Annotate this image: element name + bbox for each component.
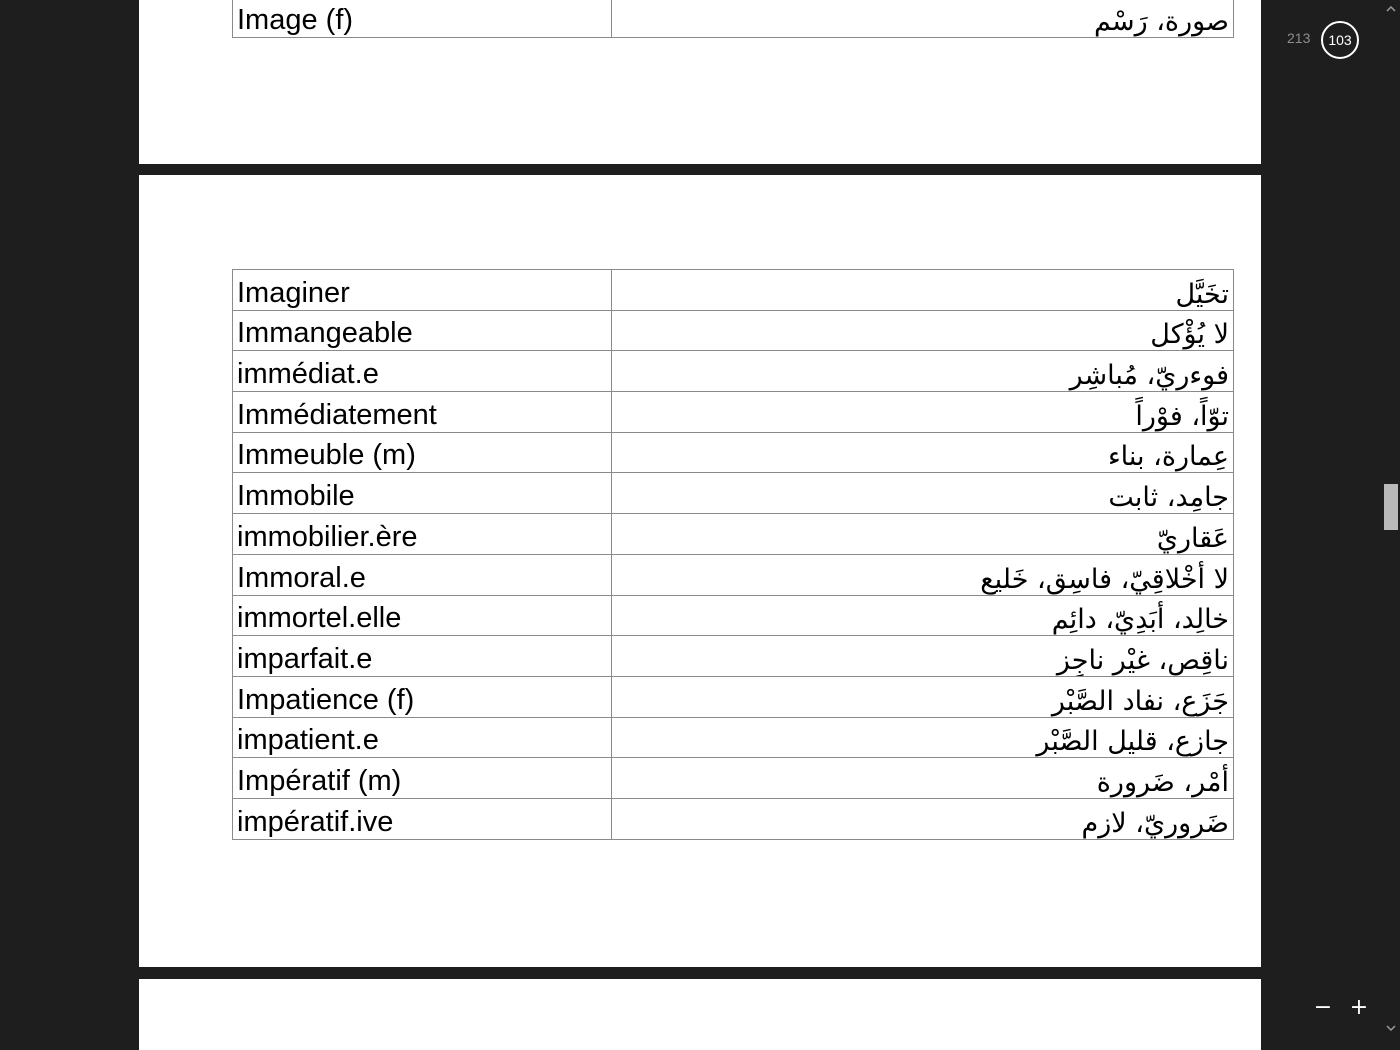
dictionary-table-previous [232,0,1234,38]
dictionary-table [232,269,1234,840]
french-term: Immoral.e [233,554,612,595]
french-term: Imaginer [233,270,612,311]
arabic-translation: عَقاريّ [612,514,1234,555]
arabic-translation: خالِد، أبَدِيّ، دائِم [612,595,1234,636]
arabic-translation: ضَروريّ، لازم [612,798,1234,839]
arabic-translation: صورة، رَسْم [612,0,1234,37]
french-term: impatient.e [233,717,612,758]
table-row [233,676,1234,717]
arabic-translation: لا يُؤْكل [612,310,1234,351]
table-row [233,392,1234,433]
table-row [233,473,1234,514]
document-page-next [139,979,1261,1050]
scrollbar-thumb[interactable] [1384,484,1398,530]
current-page-indicator[interactable]: 103 [1321,21,1359,59]
arabic-translation: توّاً، فوْراً [612,392,1234,433]
arabic-translation: جَزَع، نفاد الصَّبْر [612,676,1234,717]
document-page-previous [139,0,1261,164]
arabic-translation: ناقِص، غيْر ناجِز [612,636,1234,677]
zoom-out-button[interactable]: − [1313,995,1333,1020]
french-term: Immangeable [233,310,612,351]
french-term: imparfait.e [233,636,612,677]
french-term: Immobile [233,473,612,514]
arabic-translation: أمْر، ضَرورة [612,758,1234,799]
french-term: Immédiatement [233,392,612,433]
table-row [233,636,1234,677]
vertical-scrollbar[interactable] [1382,0,1400,1050]
arabic-translation: جازِع، قليل الصَّبْر [612,717,1234,758]
table-row [233,0,1234,37]
chevron-up-icon[interactable] [1382,2,1400,16]
arabic-translation: فوءريّ، مُباشِر [612,351,1234,392]
french-term: Immeuble (m) [233,432,612,473]
table-row [233,758,1234,799]
french-term: immobilier.ère [233,514,612,555]
french-term: Image (f) [233,0,612,37]
table-row [233,717,1234,758]
arabic-translation: عِمارة، بناء [612,432,1234,473]
table-row [233,351,1234,392]
table-row [233,432,1234,473]
chevron-down-icon[interactable] [1382,1021,1400,1035]
table-row [233,595,1234,636]
french-term: Impatience (f) [233,676,612,717]
table-row [233,310,1234,351]
arabic-translation: جامِد، ثابت [612,473,1234,514]
french-term: immédiat.e [233,351,612,392]
table-row [233,798,1234,839]
arabic-translation: تخَيَّل [612,270,1234,311]
french-term: Impératif (m) [233,758,612,799]
total-pages-label: 213 [1287,30,1311,46]
table-row [233,514,1234,555]
document-page-current [139,175,1261,967]
table-row [233,554,1234,595]
table-row [233,270,1234,311]
arabic-translation: لا أخْلاقِيّ، فاسِق، خَليع [612,554,1234,595]
french-term: immortel.elle [233,595,612,636]
french-term: impératif.ive [233,798,612,839]
zoom-in-button[interactable]: + [1349,995,1369,1020]
